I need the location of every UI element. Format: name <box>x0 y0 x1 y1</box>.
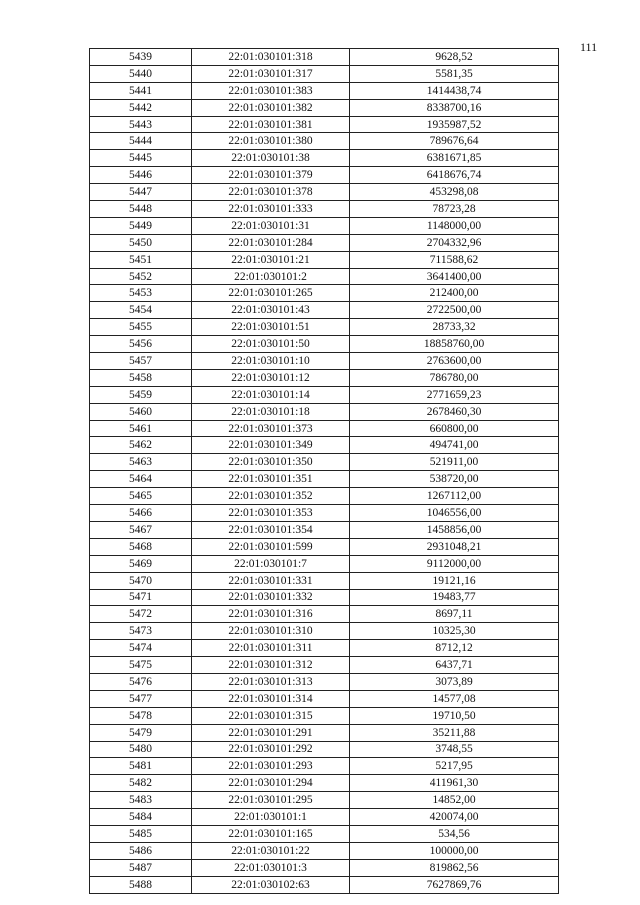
cadastral-number-cell: 22:01:030101:43 <box>192 302 350 319</box>
cadastral-value-cell: 786780,00 <box>350 369 559 386</box>
cadastral-number-cell: 22:01:030101:7 <box>192 555 350 572</box>
cadastral-value-cell: 420074,00 <box>350 809 559 826</box>
cadastral-value-cell: 1046556,00 <box>350 505 559 522</box>
cadastral-value-cell: 7627869,76 <box>350 876 559 893</box>
cadastral-number-cell: 22:01:030101:293 <box>192 758 350 775</box>
table-row <box>90 792 559 809</box>
cadastral-value-cell: 19483,77 <box>350 589 559 606</box>
cadastral-value-table <box>89 48 559 894</box>
row-number-cell: 5449 <box>90 217 192 234</box>
table-row <box>90 82 559 99</box>
cadastral-value-cell: 6381671,85 <box>350 150 559 167</box>
cadastral-number-cell: 22:01:030102:63 <box>192 876 350 893</box>
cadastral-number-cell: 22:01:030101:165 <box>192 825 350 842</box>
cadastral-number-cell: 22:01:030101:265 <box>192 285 350 302</box>
row-number-cell: 5469 <box>90 555 192 572</box>
table-row <box>90 606 559 623</box>
table-row <box>90 150 559 167</box>
cadastral-value-cell: 2931048,21 <box>350 538 559 555</box>
table-row <box>90 201 559 218</box>
cadastral-number-cell: 22:01:030101:312 <box>192 657 350 674</box>
table-row <box>90 99 559 116</box>
table-row <box>90 353 559 370</box>
row-number-cell: 5481 <box>90 758 192 775</box>
row-number-cell: 5476 <box>90 673 192 690</box>
cadastral-number-cell: 22:01:030101:350 <box>192 454 350 471</box>
row-number-cell: 5448 <box>90 201 192 218</box>
cadastral-number-cell: 22:01:030101:332 <box>192 589 350 606</box>
cadastral-number-cell: 22:01:030101:10 <box>192 353 350 370</box>
table-row <box>90 825 559 842</box>
cadastral-value-cell: 2763600,00 <box>350 353 559 370</box>
row-number-cell: 5487 <box>90 859 192 876</box>
cadastral-value-cell: 3748,55 <box>350 741 559 758</box>
row-number-cell: 5482 <box>90 775 192 792</box>
cadastral-number-cell: 22:01:030101:31 <box>192 217 350 234</box>
table-row <box>90 809 559 826</box>
row-number-cell: 5450 <box>90 234 192 251</box>
cadastral-number-cell: 22:01:030101:352 <box>192 488 350 505</box>
cadastral-number-cell: 22:01:030101:311 <box>192 640 350 657</box>
row-number-cell: 5470 <box>90 572 192 589</box>
cadastral-number-cell: 22:01:030101:18 <box>192 403 350 420</box>
cadastral-number-cell: 22:01:030101:51 <box>192 319 350 336</box>
cadastral-value-cell: 1458856,00 <box>350 521 559 538</box>
cadastral-number-cell: 22:01:030101:316 <box>192 606 350 623</box>
table-row <box>90 876 559 893</box>
cadastral-number-cell: 22:01:030101:313 <box>192 673 350 690</box>
table-row <box>90 859 559 876</box>
row-number-cell: 5463 <box>90 454 192 471</box>
cadastral-number-cell: 22:01:030101:50 <box>192 336 350 353</box>
row-number-cell: 5471 <box>90 589 192 606</box>
row-number-cell: 5488 <box>90 876 192 893</box>
cadastral-value-cell: 19710,50 <box>350 707 559 724</box>
table-row <box>90 302 559 319</box>
row-number-cell: 5467 <box>90 521 192 538</box>
row-number-cell: 5486 <box>90 842 192 859</box>
table-row <box>90 403 559 420</box>
table-row <box>90 555 559 572</box>
row-number-cell: 5479 <box>90 724 192 741</box>
cadastral-value-cell: 3073,89 <box>350 673 559 690</box>
cadastral-value-cell: 78723,28 <box>350 201 559 218</box>
cadastral-value-cell: 711588,62 <box>350 251 559 268</box>
row-number-cell: 5455 <box>90 319 192 336</box>
row-number-cell: 5473 <box>90 623 192 640</box>
table-row <box>90 234 559 251</box>
table-row <box>90 842 559 859</box>
cadastral-value-cell: 8697,11 <box>350 606 559 623</box>
row-number-cell: 5477 <box>90 690 192 707</box>
cadastral-number-cell: 22:01:030101:379 <box>192 167 350 184</box>
row-number-cell: 5462 <box>90 437 192 454</box>
row-number-cell: 5440 <box>90 65 192 82</box>
cadastral-value-cell: 8338700,16 <box>350 99 559 116</box>
cadastral-number-cell: 22:01:030101:318 <box>192 49 350 66</box>
row-number-cell: 5439 <box>90 49 192 66</box>
table-row <box>90 167 559 184</box>
table-row <box>90 454 559 471</box>
row-number-cell: 5445 <box>90 150 192 167</box>
table-row <box>90 775 559 792</box>
table-row <box>90 217 559 234</box>
table-row <box>90 673 559 690</box>
cadastral-value-cell: 18858760,00 <box>350 336 559 353</box>
cadastral-value-cell: 6437,71 <box>350 657 559 674</box>
row-number-cell: 5474 <box>90 640 192 657</box>
table-row <box>90 707 559 724</box>
cadastral-value-cell: 212400,00 <box>350 285 559 302</box>
cadastral-value-cell: 8712,12 <box>350 640 559 657</box>
cadastral-number-cell: 22:01:030101:314 <box>192 690 350 707</box>
cadastral-number-cell: 22:01:030101:331 <box>192 572 350 589</box>
cadastral-number-cell: 22:01:030101:14 <box>192 386 350 403</box>
cadastral-number-cell: 22:01:030101:295 <box>192 792 350 809</box>
cadastral-value-cell: 2771659,23 <box>350 386 559 403</box>
cadastral-value-cell: 14852,00 <box>350 792 559 809</box>
table-row <box>90 538 559 555</box>
cadastral-number-cell: 22:01:030101:383 <box>192 82 350 99</box>
row-number-cell: 5453 <box>90 285 192 302</box>
cadastral-value-cell: 6418676,74 <box>350 167 559 184</box>
table-row <box>90 184 559 201</box>
cadastral-value-cell: 5217,95 <box>350 758 559 775</box>
table-row <box>90 521 559 538</box>
cadastral-number-cell: 22:01:030101:294 <box>192 775 350 792</box>
cadastral-number-cell: 22:01:030101:373 <box>192 420 350 437</box>
table-row <box>90 505 559 522</box>
row-number-cell: 5456 <box>90 336 192 353</box>
row-number-cell: 5454 <box>90 302 192 319</box>
table-body <box>90 49 559 894</box>
row-number-cell: 5447 <box>90 184 192 201</box>
cadastral-value-cell: 9112000,00 <box>350 555 559 572</box>
cadastral-value-cell: 521911,00 <box>350 454 559 471</box>
cadastral-value-cell: 789676,64 <box>350 133 559 150</box>
row-number-cell: 5478 <box>90 707 192 724</box>
cadastral-value-cell: 1414438,74 <box>350 82 559 99</box>
cadastral-value-cell: 534,56 <box>350 825 559 842</box>
cadastral-number-cell: 22:01:030101:378 <box>192 184 350 201</box>
cadastral-value-cell: 1148000,00 <box>350 217 559 234</box>
cadastral-number-cell: 22:01:030101:381 <box>192 116 350 133</box>
cadastral-number-cell: 22:01:030101:292 <box>192 741 350 758</box>
table-row <box>90 268 559 285</box>
cadastral-number-cell: 22:01:030101:22 <box>192 842 350 859</box>
table-row <box>90 369 559 386</box>
cadastral-value-cell: 14577,08 <box>350 690 559 707</box>
cadastral-value-cell: 100000,00 <box>350 842 559 859</box>
row-number-cell: 5452 <box>90 268 192 285</box>
cadastral-number-cell: 22:01:030101:349 <box>192 437 350 454</box>
cadastral-value-cell: 2678460,30 <box>350 403 559 420</box>
table-row <box>90 420 559 437</box>
cadastral-value-cell: 5581,35 <box>350 65 559 82</box>
table-row <box>90 285 559 302</box>
row-number-cell: 5468 <box>90 538 192 555</box>
cadastral-number-cell: 22:01:030101:310 <box>192 623 350 640</box>
table-row <box>90 724 559 741</box>
table-row <box>90 572 559 589</box>
table-row <box>90 116 559 133</box>
cadastral-number-cell: 22:01:030101:599 <box>192 538 350 555</box>
table-row <box>90 488 559 505</box>
row-number-cell: 5466 <box>90 505 192 522</box>
row-number-cell: 5465 <box>90 488 192 505</box>
table-row <box>90 336 559 353</box>
page-number: 111 <box>580 40 598 54</box>
table-row <box>90 319 559 336</box>
row-number-cell: 5446 <box>90 167 192 184</box>
row-number-cell: 5464 <box>90 471 192 488</box>
cadastral-number-cell: 22:01:030101:284 <box>192 234 350 251</box>
row-number-cell: 5442 <box>90 99 192 116</box>
cadastral-value-cell: 35211,88 <box>350 724 559 741</box>
row-number-cell: 5472 <box>90 606 192 623</box>
row-number-cell: 5483 <box>90 792 192 809</box>
cadastral-value-cell: 9628,52 <box>350 49 559 66</box>
row-number-cell: 5459 <box>90 386 192 403</box>
cadastral-number-cell: 22:01:030101:354 <box>192 521 350 538</box>
cadastral-value-cell: 538720,00 <box>350 471 559 488</box>
cadastral-number-cell: 22:01:030101:351 <box>192 471 350 488</box>
table-row <box>90 437 559 454</box>
cadastral-value-cell: 660800,00 <box>350 420 559 437</box>
row-number-cell: 5443 <box>90 116 192 133</box>
table-row <box>90 589 559 606</box>
cadastral-value-cell: 494741,00 <box>350 437 559 454</box>
cadastral-value-cell: 10325,30 <box>350 623 559 640</box>
row-number-cell: 5441 <box>90 82 192 99</box>
cadastral-value-cell: 453298,08 <box>350 184 559 201</box>
table-row <box>90 690 559 707</box>
cadastral-value-cell: 28733,32 <box>350 319 559 336</box>
cadastral-value-cell: 1267112,00 <box>350 488 559 505</box>
cadastral-value-cell: 2722500,00 <box>350 302 559 319</box>
row-number-cell: 5451 <box>90 251 192 268</box>
table-row <box>90 65 559 82</box>
cadastral-number-cell: 22:01:030101:21 <box>192 251 350 268</box>
table-row <box>90 471 559 488</box>
cadastral-number-cell: 22:01:030101:1 <box>192 809 350 826</box>
table-row <box>90 657 559 674</box>
cadastral-value-cell: 1935987,52 <box>350 116 559 133</box>
table-row <box>90 623 559 640</box>
row-number-cell: 5480 <box>90 741 192 758</box>
row-number-cell: 5484 <box>90 809 192 826</box>
cadastral-number-cell: 22:01:030101:315 <box>192 707 350 724</box>
table-row <box>90 251 559 268</box>
cadastral-number-cell: 22:01:030101:353 <box>192 505 350 522</box>
cadastral-number-cell: 22:01:030101:12 <box>192 369 350 386</box>
row-number-cell: 5461 <box>90 420 192 437</box>
row-number-cell: 5458 <box>90 369 192 386</box>
cadastral-number-cell: 22:01:030101:333 <box>192 201 350 218</box>
cadastral-number-cell: 22:01:030101:3 <box>192 859 350 876</box>
row-number-cell: 5444 <box>90 133 192 150</box>
table-row <box>90 49 559 66</box>
row-number-cell: 5457 <box>90 353 192 370</box>
row-number-cell: 5485 <box>90 825 192 842</box>
cadastral-number-cell: 22:01:030101:382 <box>192 99 350 116</box>
cadastral-value-cell: 19121,16 <box>350 572 559 589</box>
cadastral-number-cell: 22:01:030101:380 <box>192 133 350 150</box>
cadastral-number-cell: 22:01:030101:291 <box>192 724 350 741</box>
table-row <box>90 741 559 758</box>
cadastral-value-cell: 819862,56 <box>350 859 559 876</box>
cadastral-number-cell: 22:01:030101:317 <box>192 65 350 82</box>
table-row <box>90 133 559 150</box>
table-row <box>90 758 559 775</box>
cadastral-value-cell: 3641400,00 <box>350 268 559 285</box>
cadastral-number-cell: 22:01:030101:38 <box>192 150 350 167</box>
cadastral-number-cell: 22:01:030101:2 <box>192 268 350 285</box>
table-row <box>90 640 559 657</box>
row-number-cell: 5460 <box>90 403 192 420</box>
table-row <box>90 386 559 403</box>
cadastral-value-cell: 411961,30 <box>350 775 559 792</box>
row-number-cell: 5475 <box>90 657 192 674</box>
cadastral-value-cell: 2704332,96 <box>350 234 559 251</box>
